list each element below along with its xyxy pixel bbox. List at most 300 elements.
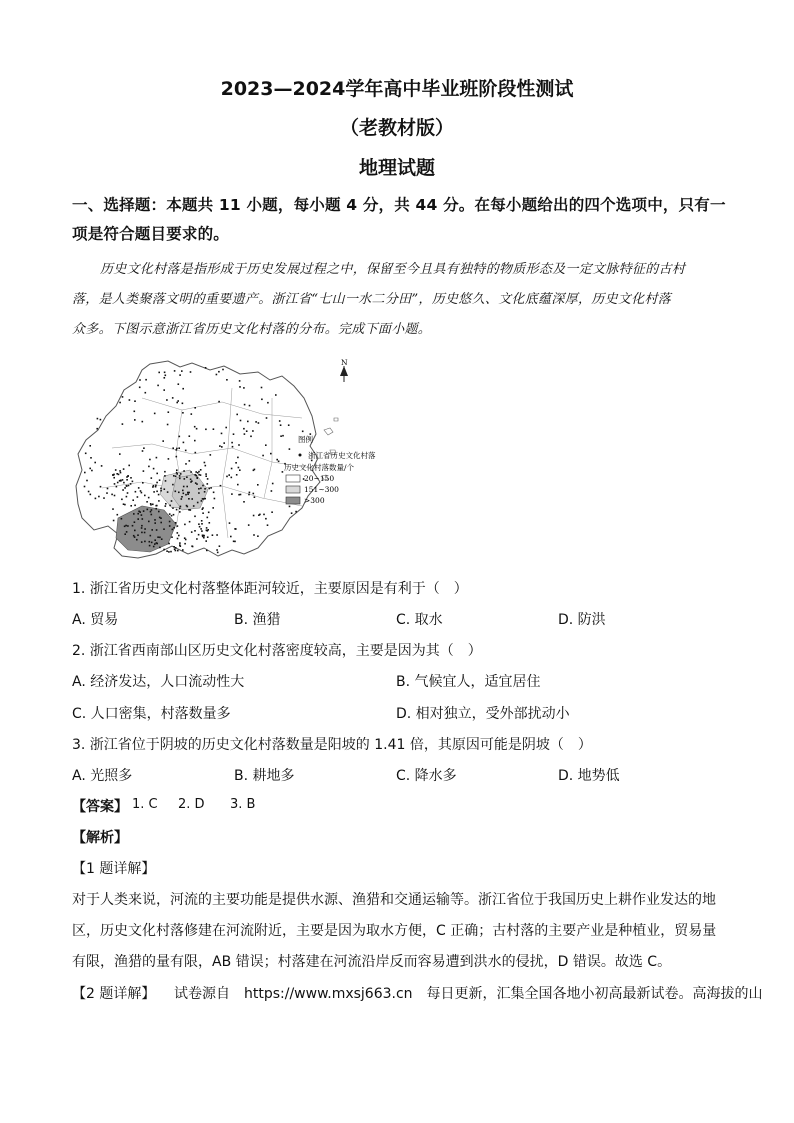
village-dot	[194, 426, 196, 428]
village-dot	[160, 522, 162, 524]
village-dot	[119, 470, 121, 472]
village-dot	[230, 536, 232, 538]
village-dot	[250, 436, 252, 438]
village-dot	[225, 427, 227, 429]
village-dot	[194, 440, 196, 442]
section-heading-line2: 项是符合题目要求的。	[72, 225, 230, 243]
village-dot	[254, 469, 256, 471]
village-dot	[190, 471, 192, 473]
village-dot	[198, 488, 200, 490]
village-dot	[231, 442, 233, 444]
village-dot	[202, 512, 204, 514]
village-dot	[263, 514, 265, 516]
village-dot	[248, 524, 250, 526]
village-dot	[135, 491, 137, 493]
village-dot	[169, 521, 171, 523]
village-dot	[141, 527, 143, 529]
village-dot	[126, 496, 128, 498]
village-dot	[247, 421, 249, 423]
village-dot	[239, 386, 241, 388]
village-dot	[174, 370, 176, 372]
answer-2: 2. D	[178, 797, 205, 812]
village-dot	[201, 500, 203, 502]
village-dot	[154, 519, 156, 521]
village-dot	[85, 453, 87, 455]
village-dot	[163, 389, 165, 391]
village-dot	[124, 504, 126, 506]
village-dot	[157, 385, 159, 387]
village-dot	[151, 529, 153, 531]
village-dot	[302, 431, 304, 433]
village-dot	[122, 396, 124, 398]
village-dot	[209, 522, 211, 524]
village-dot	[210, 487, 212, 489]
village-dot	[111, 494, 113, 496]
village-dot	[150, 535, 152, 537]
village-dot	[163, 528, 165, 530]
village-dot	[267, 524, 269, 526]
village-dot	[207, 483, 209, 485]
village-dot	[185, 494, 187, 496]
village-dot	[282, 471, 284, 473]
village-dot	[134, 411, 136, 413]
village-dot	[265, 518, 267, 520]
village-dot	[207, 536, 209, 538]
village-dot	[172, 507, 174, 509]
village-dot	[119, 480, 121, 482]
village-dot	[175, 522, 177, 524]
legend-sub1: 浙江省历史文化村落	[308, 451, 376, 460]
legend-item-mid: 151~300	[304, 485, 339, 494]
village-dot	[181, 498, 183, 500]
q2-option-d: D. 相对独立，受外部扰动小	[396, 706, 570, 722]
village-dot	[196, 483, 198, 485]
village-dot	[205, 475, 207, 477]
village-dot	[205, 367, 207, 369]
village-dot	[160, 488, 162, 490]
village-dot	[88, 491, 90, 493]
village-dot	[201, 520, 203, 522]
village-dot	[232, 446, 234, 448]
village-dot	[238, 467, 240, 469]
village-dot	[271, 490, 273, 492]
village-dot	[121, 518, 123, 520]
village-dot	[240, 494, 242, 496]
village-dot	[183, 442, 185, 444]
village-dot	[116, 473, 118, 475]
village-dot	[190, 479, 192, 481]
village-dot	[176, 509, 178, 511]
q1-option-b: B. 渔猎	[234, 612, 281, 628]
village-dot	[178, 447, 180, 449]
village-dot	[151, 509, 153, 511]
analysis-label: 【解析】	[72, 830, 128, 846]
village-dot	[231, 468, 233, 470]
village-dot	[252, 430, 254, 432]
village-dot	[89, 468, 91, 470]
village-dot	[101, 465, 103, 467]
village-dot	[134, 530, 136, 532]
province-outline	[76, 361, 320, 558]
village-dot	[253, 534, 255, 536]
village-dot	[141, 514, 143, 516]
village-dot	[147, 509, 149, 511]
q1-option-a: A. 贸易	[72, 612, 119, 628]
village-dot	[148, 521, 150, 523]
q2-option-c: C. 人口密集，村落数量多	[72, 706, 231, 722]
village-dot	[113, 520, 115, 522]
village-dot	[238, 494, 240, 496]
village-dot	[155, 508, 157, 510]
village-dot	[248, 494, 250, 496]
village-dot	[185, 463, 187, 465]
village-dot	[164, 377, 166, 379]
village-dot	[193, 505, 195, 507]
village-dot	[183, 486, 185, 488]
village-dot	[158, 372, 160, 374]
village-dot	[189, 521, 191, 523]
village-dot	[170, 551, 172, 553]
village-dot	[98, 496, 100, 498]
village-dot	[183, 493, 185, 495]
answer-1: 1. C	[132, 797, 158, 812]
village-dot	[179, 374, 181, 376]
village-dot	[160, 517, 162, 519]
village-dot	[186, 486, 188, 488]
village-dot	[149, 541, 151, 543]
village-dot	[113, 477, 115, 479]
village-dot	[177, 538, 179, 540]
village-dot	[236, 414, 238, 416]
village-dot	[229, 522, 231, 524]
village-dot	[184, 537, 186, 539]
village-dot	[171, 536, 173, 538]
village-dot	[234, 528, 236, 530]
village-dot	[257, 484, 259, 486]
village-dot	[179, 436, 181, 438]
village-dot	[143, 447, 145, 449]
village-dot	[169, 513, 171, 515]
village-dot	[221, 446, 223, 448]
village-dot	[278, 461, 280, 463]
village-dot	[204, 462, 206, 464]
village-dot	[150, 503, 152, 505]
village-dot	[154, 543, 156, 545]
village-dot	[210, 454, 212, 456]
village-dot	[179, 508, 181, 510]
question-2-stem: 2. 浙江省西南部山区历史文化村落密度较高，主要是因为其（ ）	[72, 643, 482, 659]
village-dot	[217, 552, 219, 554]
village-dot	[157, 536, 159, 538]
village-dot	[207, 530, 209, 532]
village-dot	[125, 525, 127, 527]
village-dot	[122, 489, 124, 491]
village-dot	[266, 417, 268, 419]
village-dot	[233, 541, 235, 543]
village-dot	[179, 544, 181, 546]
village-dot	[202, 507, 204, 509]
village-dot	[146, 501, 148, 503]
village-dot	[165, 375, 167, 377]
village-dot	[156, 543, 158, 545]
village-dot	[194, 516, 196, 518]
village-dot	[179, 478, 181, 480]
village-dot	[144, 532, 146, 534]
village-dot	[218, 401, 220, 403]
village-dot	[155, 485, 157, 487]
village-dot	[206, 527, 208, 529]
village-dot	[94, 462, 96, 464]
village-dot	[139, 379, 141, 381]
village-dot	[156, 529, 158, 531]
legend-swatch-high	[286, 497, 300, 504]
village-dot	[124, 533, 126, 535]
village-dot	[188, 498, 190, 500]
village-dot	[236, 474, 238, 476]
legend-dot-icon	[299, 454, 302, 457]
village-dot	[158, 500, 160, 502]
village-dot	[184, 524, 186, 526]
village-dot	[205, 465, 207, 467]
q2-option-a: A. 经济发达，人口流动性大	[72, 674, 245, 690]
village-dot	[203, 535, 205, 537]
village-dot	[126, 485, 128, 487]
village-dot	[191, 413, 193, 415]
village-dot	[204, 491, 206, 493]
village-dot	[144, 495, 146, 497]
village-dot	[258, 422, 260, 424]
village-dot	[253, 493, 255, 495]
village-dot	[216, 374, 218, 376]
village-dot	[255, 421, 257, 423]
village-dot	[233, 433, 235, 435]
village-dot	[124, 487, 126, 489]
village-dot	[205, 429, 207, 431]
village-dot	[172, 529, 174, 531]
village-dot	[141, 492, 143, 494]
village-dot	[172, 447, 174, 449]
village-dot	[137, 534, 139, 536]
village-dot	[165, 503, 167, 505]
village-dot	[152, 504, 154, 506]
question-3-stem: 3. 浙江省位于阴坡的历史文化村落数量是阳坡的 1.41 倍，其原因可能是阴坡（ ）	[72, 737, 592, 753]
village-dot	[159, 537, 161, 539]
village-dot	[243, 428, 245, 430]
village-dot	[144, 541, 146, 543]
village-dot	[257, 535, 259, 537]
q1-analysis-line3: 有限，渔猎的量有限，AB 错误；村落建在河流沿岸反而容易遭到洪水的侵扰，D 错误。故选 C。	[72, 954, 672, 970]
village-dot	[159, 479, 161, 481]
village-dot	[150, 511, 152, 513]
village-dot	[178, 383, 180, 385]
village-dot	[130, 483, 132, 485]
village-dot	[119, 402, 121, 404]
village-dot	[199, 526, 201, 528]
village-dot	[271, 511, 273, 513]
village-dot	[198, 534, 200, 536]
village-dot	[187, 493, 189, 495]
village-dot	[114, 495, 116, 497]
village-dot	[261, 399, 263, 401]
village-dot	[201, 530, 203, 532]
village-dot	[182, 490, 184, 492]
village-dot	[182, 388, 184, 390]
village-dot	[216, 549, 218, 551]
village-dot	[136, 539, 138, 541]
village-dot	[90, 457, 92, 459]
village-dot	[138, 511, 140, 513]
village-dot	[197, 502, 199, 504]
village-dot	[176, 473, 178, 475]
village-dot	[265, 444, 267, 446]
village-dot	[196, 428, 198, 430]
village-dot	[184, 478, 186, 480]
village-dot	[198, 474, 200, 476]
village-dot	[132, 481, 134, 483]
village-dot	[213, 492, 215, 494]
village-dot	[175, 491, 177, 493]
village-dot	[158, 494, 160, 496]
village-dot	[182, 403, 184, 405]
intro-line1: 历史文化村落是指形成于历史发展过程之中，保留至今且具有独特的物质形态及一定文脉特征的古村	[100, 262, 686, 277]
village-dot	[194, 530, 196, 532]
q2-option-b: B. 气候宜人，适宜居住	[396, 674, 541, 690]
question-1-stem: 1. 浙江省历史文化村落整体距河较近，主要原因是有利于（ ）	[72, 581, 468, 597]
village-dot	[189, 435, 191, 437]
village-dot	[249, 405, 251, 407]
village-dot	[166, 550, 168, 552]
village-dot	[143, 510, 145, 512]
village-dot	[272, 483, 274, 485]
village-dot	[106, 492, 108, 494]
village-dot	[154, 539, 156, 541]
village-dot	[186, 476, 188, 478]
village-dot	[179, 475, 181, 477]
village-dot	[219, 545, 221, 547]
village-dot	[159, 547, 161, 549]
village-dot	[175, 550, 177, 552]
village-dot	[156, 482, 158, 484]
village-dot	[206, 550, 208, 552]
village-dot	[212, 507, 214, 509]
village-dot	[138, 487, 140, 489]
village-dot	[205, 473, 207, 475]
village-dot	[115, 469, 117, 471]
village-dot	[141, 541, 143, 543]
village-dot	[142, 482, 144, 484]
village-dot	[184, 543, 186, 545]
village-dot	[200, 474, 202, 476]
village-dot	[276, 459, 278, 461]
village-dot	[143, 470, 145, 472]
village-dot	[176, 469, 178, 471]
map-svg	[72, 358, 392, 566]
village-dot	[221, 433, 223, 435]
village-dot	[164, 488, 166, 490]
village-dot	[156, 505, 158, 507]
village-dot	[219, 445, 221, 447]
village-dot	[129, 399, 131, 401]
village-dot	[119, 453, 121, 455]
village-dot	[164, 471, 166, 473]
answer-label: 【答案】	[72, 799, 128, 815]
village-dot	[158, 511, 160, 513]
village-dot	[172, 484, 174, 486]
village-dot	[234, 541, 236, 543]
village-dot	[238, 444, 240, 446]
village-dot	[153, 546, 155, 548]
village-dot	[153, 468, 155, 470]
village-dot	[223, 442, 225, 444]
village-dot	[178, 492, 180, 494]
village-dot	[169, 505, 171, 507]
village-dot	[279, 420, 281, 422]
q1-option-d: D. 防洪	[558, 612, 606, 628]
village-dot	[169, 525, 171, 527]
village-dot	[218, 371, 220, 373]
village-dot	[182, 549, 184, 551]
village-dot	[177, 400, 179, 402]
village-dot	[190, 371, 192, 373]
village-dot	[149, 545, 151, 547]
village-dot	[289, 448, 291, 450]
village-dot	[168, 458, 170, 460]
subject-title: 地理试题	[358, 157, 435, 179]
village-dot	[177, 525, 179, 527]
village-dot	[202, 498, 204, 500]
village-dot	[127, 475, 129, 477]
village-dot	[137, 496, 139, 498]
village-dot	[226, 476, 228, 478]
village-dot	[243, 501, 245, 503]
village-dot	[259, 514, 261, 516]
village-dot	[134, 505, 136, 507]
village-dot	[140, 490, 142, 492]
q2-analysis-line: 试卷源自 https://www.mxsj663.cn 每日更新，汇集全国各地小初高最新试卷。高海拔的山	[174, 986, 763, 1002]
village-dot	[240, 420, 242, 422]
village-dot	[107, 488, 109, 490]
village-dot	[148, 466, 150, 468]
village-dot	[280, 424, 282, 426]
village-dot	[137, 518, 139, 520]
village-dot	[148, 497, 150, 499]
village-dot	[116, 486, 118, 488]
village-dot	[295, 511, 297, 513]
village-dot	[123, 468, 125, 470]
village-dot	[126, 479, 128, 481]
legend-swatch-low	[286, 475, 300, 482]
village-dot	[280, 435, 282, 437]
village-dot	[186, 505, 188, 507]
village-dot	[151, 542, 153, 544]
village-dot	[151, 514, 153, 516]
answer-3: 3. B	[230, 797, 256, 812]
village-dot	[123, 503, 125, 505]
village-dot	[194, 474, 196, 476]
village-dot	[166, 399, 168, 401]
village-dot	[171, 500, 173, 502]
village-dot	[177, 532, 179, 534]
village-dot	[222, 369, 224, 371]
village-dot	[128, 485, 130, 487]
village-dot	[167, 491, 169, 493]
village-dot	[130, 477, 132, 479]
village-dot	[196, 538, 198, 540]
village-dot	[173, 527, 175, 529]
village-dot	[127, 492, 129, 494]
village-dot	[200, 528, 202, 530]
village-dot	[117, 482, 119, 484]
